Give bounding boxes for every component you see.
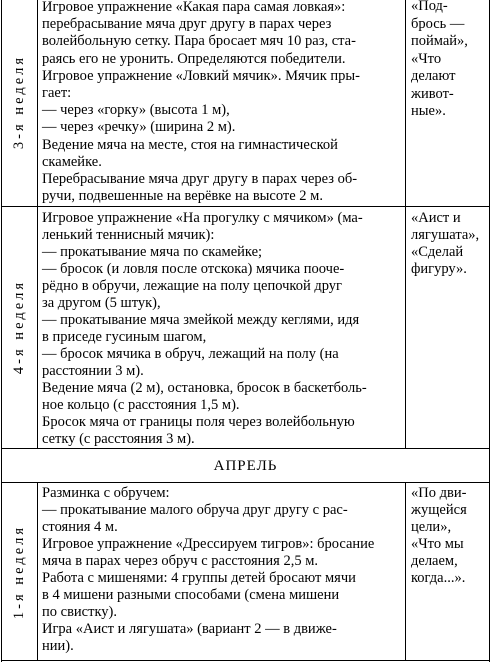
content-line: нии). (42, 638, 74, 654)
content-line: рёдно в обручи, лежащие на полу цепочкой друг (42, 278, 342, 294)
game-line: брось — (411, 15, 465, 32)
column-divider (405, 482, 406, 661)
content-line: перебрасывание мяча друг другу в парах через (42, 16, 332, 33)
content-line: ручи, подвешенные на верёвке на высоте 2 м. (42, 188, 323, 205)
game-line: делаем, (411, 553, 458, 569)
content-line: — прокатывание мяча змейкой между кеглями, идя (42, 312, 360, 328)
content-line: Игровое упражнение «Ловкий мячик». Мячик пры- (42, 67, 360, 84)
column-divider (37, 482, 38, 661)
content-line: Ведение мяча (2 м), остановка, бросок в баскетболь- (42, 380, 367, 396)
content-line: раясь его не уронить. Определяются победители. (42, 50, 346, 67)
content-line: ленький теннисный мячик): (42, 227, 215, 243)
content-line: мяча в парах через обруч с расстояния 2,5 м. (42, 553, 318, 569)
game-line: фигуру». (411, 261, 467, 277)
month-header: АПРЕЛЬ (213, 458, 278, 474)
content-line: — через «горку» (высота 1 м), (42, 102, 230, 119)
week-label: 1-я неделя (11, 524, 27, 620)
table-bottom-border (1, 660, 490, 661)
content-line: — бросок мячика в обруч, лежащий на полу (на (42, 346, 339, 362)
content-line: стояния 4 м. (42, 519, 118, 535)
content-line: сетку (с расстояния 3 м). (42, 431, 195, 447)
game-line: цели», (411, 519, 452, 535)
game-line: лягушата», (411, 227, 480, 243)
game-line: «Сделай (411, 244, 464, 260)
game-line: ные». (411, 103, 446, 119)
row-divider (1, 206, 490, 207)
content-line: ное кольцо (с расстояния 1,5 м). (42, 397, 240, 413)
content-line: скамейке. (42, 153, 102, 170)
content-line: Перебрасывание мяча друг другу в парах через об- (42, 171, 358, 187)
week-label: 3-я неделя (11, 54, 27, 150)
table-right-border (489, 0, 490, 662)
game-line: «Аист и (411, 210, 461, 226)
content-line: Ведение мяча на месте, стоя на гимнастической (42, 136, 338, 153)
content-line: Игра «Аист и лягушата» (вариант 2 — в движе- (42, 621, 337, 637)
content-line: за другом (5 штук), (42, 295, 161, 311)
content-line: — прокатывание малого обруча друг другу с рас- (42, 502, 348, 518)
game-line: «Что (411, 50, 442, 67)
content-line: волейбольную сетку. Пара бросает мяч 10 раз, ста- (42, 33, 356, 50)
week-label: 4-я неделя (11, 279, 27, 375)
table-left-border (1, 0, 2, 662)
content-line: — прокатывание мяча по скамейке; (42, 244, 263, 260)
column-divider (405, 206, 406, 448)
content-line: — через «речку» (ширина 2 м). (42, 119, 236, 136)
content-line: в 4 мишени разными способами (смена мишени (42, 587, 340, 603)
game-line: поймай», (411, 33, 468, 49)
content-line: расстоянии 3 м). (42, 363, 144, 379)
column-divider (405, 0, 406, 206)
game-line: «Что мы (411, 536, 464, 552)
content-line: Игровое упражнение «На прогулку с мячиком» (ма- (42, 210, 363, 226)
content-line: Работа с мишенями: 4 группы детей бросают мячи (42, 570, 356, 586)
content-line: Бросок мяча от границы поля через волейбольную (42, 414, 355, 430)
game-line: жущейся (411, 502, 467, 518)
game-line: «Под- (411, 0, 448, 14)
content-line: гает: (42, 85, 72, 101)
content-line: — бросок (и ловля после отскока) мячика пооче- (42, 261, 345, 277)
column-divider (37, 0, 38, 206)
row-divider (1, 482, 490, 483)
content-line: Игровое упражнение «Дрессируем тигров»: бросание (42, 536, 375, 552)
column-divider (37, 206, 38, 448)
game-line: живот- (411, 85, 454, 102)
game-line: делают (411, 68, 456, 84)
content-line: Разминка с обручем: (42, 485, 170, 501)
content-line: в приседе гусиным шагом, (42, 329, 207, 345)
game-line: «По дви- (411, 485, 467, 501)
game-line: когда...». (411, 570, 466, 586)
content-line: Игровое упражнение «Какая пара самая ловкая»: (42, 0, 346, 15)
content-line: по свистку). (42, 604, 117, 620)
